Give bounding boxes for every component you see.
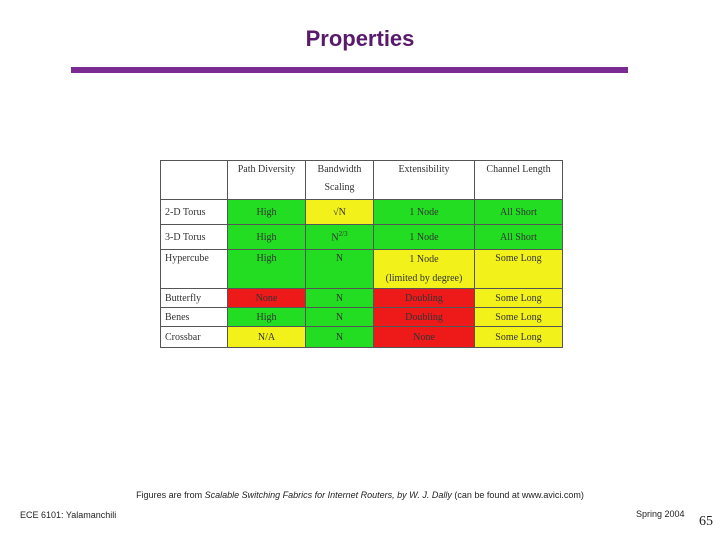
table-row bbox=[161, 289, 563, 308]
bandwidth-exponent: 2/3 bbox=[338, 230, 348, 239]
footer-course: ECE 6101: Yalamanchili bbox=[20, 510, 117, 520]
footnote-prefix: Figures are from bbox=[136, 490, 205, 500]
header-path-diversity: Path Diversity bbox=[228, 161, 306, 200]
footnote-suffix: (can be found at www.avici.com) bbox=[451, 490, 584, 500]
cell-path-diversity: High bbox=[228, 200, 306, 225]
bandwidth-base: N bbox=[331, 232, 339, 244]
header-bandwidth-scaling bbox=[306, 161, 374, 200]
cell-bandwidth: N bbox=[306, 289, 374, 308]
row-name: Butterfly bbox=[161, 289, 228, 308]
title-divider bbox=[71, 67, 628, 73]
cell-extensibility: Doubling bbox=[374, 289, 475, 308]
header-corner bbox=[161, 161, 228, 200]
row-name: 2-D Torus bbox=[161, 200, 228, 225]
table-row bbox=[161, 327, 563, 348]
cell-bandwidth: N bbox=[306, 327, 374, 348]
slide-title: Properties bbox=[305, 26, 415, 51]
cell-path-diversity: None bbox=[228, 289, 306, 308]
cell-bandwidth: N bbox=[306, 308, 374, 327]
cell-bandwidth: N bbox=[306, 250, 374, 289]
cell-extensibility: Doubling bbox=[374, 308, 475, 327]
cell-extensibility: 1 Node bbox=[374, 225, 475, 250]
cell-channel-length: Some Long bbox=[475, 250, 563, 289]
table-row bbox=[161, 250, 563, 289]
cell-path-diversity: N/A bbox=[228, 327, 306, 348]
table-row bbox=[161, 308, 563, 327]
cell-channel-length: All Short bbox=[475, 225, 563, 250]
table-row bbox=[161, 225, 563, 250]
header-channel-length: Channel Length bbox=[475, 161, 563, 200]
header-extensibility: Extensibility bbox=[374, 161, 475, 200]
cell-extensibility: 1 Node bbox=[374, 200, 475, 225]
cell-channel-length: Some Long bbox=[475, 327, 563, 348]
table-row bbox=[161, 200, 563, 225]
footnote-citation: Scalable Switching Fabrics for Internet Routers, by W. J. Dally bbox=[204, 490, 452, 500]
cell-bandwidth: √N bbox=[306, 200, 374, 225]
extensibility-line1: 1 Node bbox=[409, 254, 439, 265]
table-header-row bbox=[161, 161, 563, 200]
extensibility-line2: (limited by degree) bbox=[385, 273, 463, 284]
header-bandwidth-line1: Bandwidth bbox=[317, 164, 362, 175]
cell-channel-length: Some Long bbox=[475, 289, 563, 308]
row-name: Hypercube bbox=[161, 250, 228, 289]
row-name: Crossbar bbox=[161, 327, 228, 348]
cell-extensibility: None bbox=[374, 327, 475, 348]
properties-table bbox=[160, 160, 563, 348]
cell-path-diversity: High bbox=[228, 225, 306, 250]
cell-path-diversity: High bbox=[228, 308, 306, 327]
figure-source-note bbox=[0, 490, 720, 500]
row-name: Benes bbox=[161, 308, 228, 327]
row-name: 3-D Torus bbox=[161, 225, 228, 250]
footer-term: Spring 2004 bbox=[636, 509, 685, 519]
cell-bandwidth bbox=[306, 225, 374, 250]
header-bandwidth-line2: Scaling bbox=[324, 182, 355, 193]
cell-path-diversity: High bbox=[228, 250, 306, 289]
cell-channel-length: Some Long bbox=[475, 308, 563, 327]
cell-channel-length: All Short bbox=[475, 200, 563, 225]
cell-extensibility bbox=[374, 250, 475, 289]
page-number: 65 bbox=[699, 514, 713, 529]
